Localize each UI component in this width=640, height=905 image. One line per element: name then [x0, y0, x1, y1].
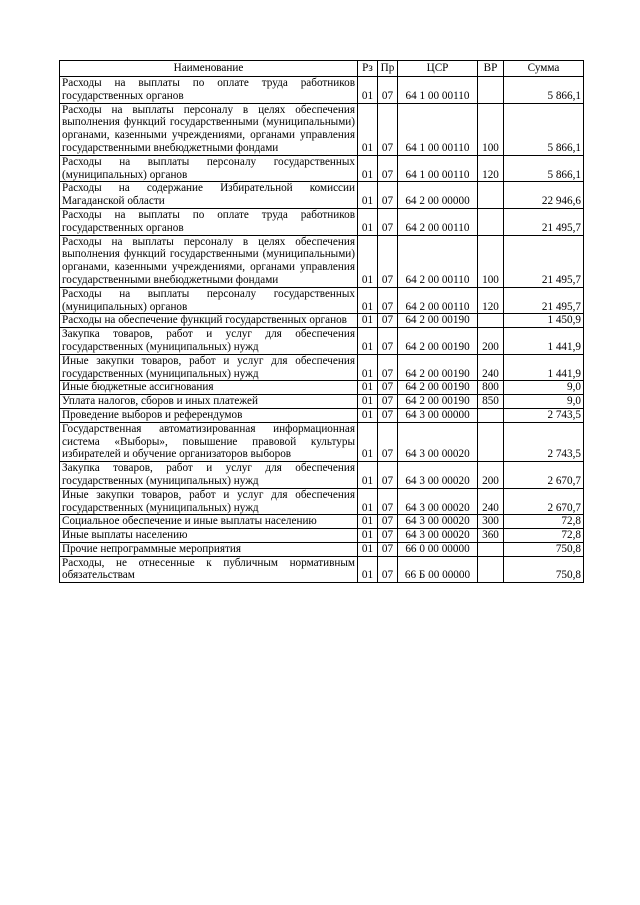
cell-rz: 01 — [358, 556, 378, 583]
cell-vr — [478, 182, 504, 209]
cell-rz: 01 — [358, 208, 378, 235]
header-csr: ЦСР — [398, 61, 478, 77]
cell-pr: 07 — [378, 542, 398, 556]
budget-table — [59, 60, 584, 583]
cell-name: Расходы на выплаты персоналу в целях обеспечения выполнения функций государственными (муниципальными) органами, казенными учреждениями, органами управления государственными внебюджетными фондами — [60, 103, 358, 155]
cell-name: Расходы на выплаты персоналу в целях обеспечения выполнения функций государственными (муниципальными) органами, казенными учреждениями, органами управления государственными внебюджетными фондами — [60, 235, 358, 287]
cell-csr: 64 2 00 00190 — [398, 354, 478, 381]
cell-name: Уплата налогов, сборов и иных платежей — [60, 395, 358, 409]
header-name: Наименование — [60, 61, 358, 77]
cell-name: Расходы на содержание Избирательной комиссии Магаданской области — [60, 182, 358, 209]
cell-name: Иные закупки товаров, работ и услуг для обеспечения государственных (муниципальных) нужд — [60, 354, 358, 381]
cell-vr — [478, 208, 504, 235]
table-row — [60, 354, 584, 381]
cell-csr: 64 2 00 00110 — [398, 287, 478, 314]
cell-pr: 07 — [378, 155, 398, 182]
cell-csr: 64 1 00 00110 — [398, 155, 478, 182]
cell-sum: 2 743,5 — [504, 422, 584, 461]
cell-sum: 1 441,9 — [504, 328, 584, 355]
header-pr: Пр — [378, 61, 398, 77]
cell-csr: 64 2 00 00110 — [398, 208, 478, 235]
cell-sum: 1 450,9 — [504, 314, 584, 328]
table-row — [60, 103, 584, 155]
cell-pr: 07 — [378, 556, 398, 583]
cell-rz: 01 — [358, 182, 378, 209]
cell-vr: 200 — [478, 328, 504, 355]
cell-pr: 07 — [378, 515, 398, 529]
cell-pr: 07 — [378, 103, 398, 155]
cell-name: Расходы на выплаты по оплате труда работников государственных органов — [60, 208, 358, 235]
table-row — [60, 328, 584, 355]
cell-sum: 5 866,1 — [504, 103, 584, 155]
cell-name: Иные бюджетные ассигнования — [60, 381, 358, 395]
cell-vr: 360 — [478, 529, 504, 543]
cell-sum: 2 670,7 — [504, 488, 584, 515]
cell-sum: 5 866,1 — [504, 155, 584, 182]
cell-sum: 1 441,9 — [504, 354, 584, 381]
cell-pr: 07 — [378, 488, 398, 515]
table-row — [60, 381, 584, 395]
cell-name: Государственная автоматизированная информационная система «Выборы», повышение правовой культуры избирателей и обучение организаторов выборов — [60, 422, 358, 461]
cell-rz: 01 — [358, 354, 378, 381]
cell-vr: 100 — [478, 103, 504, 155]
cell-vr: 100 — [478, 235, 504, 287]
table-row — [60, 235, 584, 287]
cell-sum: 2 743,5 — [504, 408, 584, 422]
cell-vr — [478, 77, 504, 104]
header-vr: ВР — [478, 61, 504, 77]
cell-pr: 07 — [378, 381, 398, 395]
cell-rz: 01 — [358, 529, 378, 543]
cell-rz: 01 — [358, 381, 378, 395]
cell-rz: 01 — [358, 488, 378, 515]
cell-name: Иные выплаты населению — [60, 529, 358, 543]
cell-csr: 64 3 00 00000 — [398, 408, 478, 422]
cell-pr: 07 — [378, 354, 398, 381]
cell-name: Расходы, не отнесенные к публичным нормативным обязательствам — [60, 556, 358, 583]
cell-vr: 120 — [478, 287, 504, 314]
cell-vr — [478, 314, 504, 328]
table-row — [60, 314, 584, 328]
cell-rz: 01 — [358, 462, 378, 489]
cell-name: Расходы на обеспечение функций государственных органов — [60, 314, 358, 328]
cell-rz: 01 — [358, 77, 378, 104]
table-row — [60, 287, 584, 314]
cell-pr: 07 — [378, 529, 398, 543]
cell-rz: 01 — [358, 328, 378, 355]
cell-pr: 07 — [378, 235, 398, 287]
cell-sum: 72,8 — [504, 515, 584, 529]
cell-name: Расходы на выплаты по оплате труда работников государственных органов — [60, 77, 358, 104]
cell-rz: 01 — [358, 542, 378, 556]
cell-csr: 64 2 00 00000 — [398, 182, 478, 209]
cell-pr: 07 — [378, 208, 398, 235]
cell-rz: 01 — [358, 422, 378, 461]
table-row — [60, 408, 584, 422]
table-row — [60, 556, 584, 583]
cell-csr: 64 1 00 00110 — [398, 77, 478, 104]
cell-vr — [478, 408, 504, 422]
cell-csr: 64 2 00 00190 — [398, 328, 478, 355]
table-row — [60, 529, 584, 543]
cell-rz: 01 — [358, 395, 378, 409]
cell-csr: 64 3 00 00020 — [398, 488, 478, 515]
cell-name: Прочие непрограммные мероприятия — [60, 542, 358, 556]
cell-csr: 64 3 00 00020 — [398, 462, 478, 489]
cell-vr: 240 — [478, 354, 504, 381]
cell-csr: 64 3 00 00020 — [398, 529, 478, 543]
cell-pr: 07 — [378, 77, 398, 104]
cell-vr: 850 — [478, 395, 504, 409]
cell-pr: 07 — [378, 408, 398, 422]
cell-csr: 64 1 00 00110 — [398, 103, 478, 155]
cell-sum: 21 495,7 — [504, 235, 584, 287]
cell-rz: 01 — [358, 103, 378, 155]
cell-csr: 64 3 00 00020 — [398, 515, 478, 529]
cell-pr: 07 — [378, 182, 398, 209]
cell-sum: 5 866,1 — [504, 77, 584, 104]
cell-sum: 750,8 — [504, 556, 584, 583]
cell-rz: 01 — [358, 515, 378, 529]
cell-name: Иные закупки товаров, работ и услуг для обеспечения государственных (муниципальных) нужд — [60, 488, 358, 515]
header-rz: Рз — [358, 61, 378, 77]
cell-csr: 66 0 00 00000 — [398, 542, 478, 556]
cell-rz: 01 — [358, 155, 378, 182]
cell-vr: 200 — [478, 462, 504, 489]
cell-rz: 01 — [358, 314, 378, 328]
cell-vr: 300 — [478, 515, 504, 529]
cell-sum: 2 670,7 — [504, 462, 584, 489]
table-row — [60, 462, 584, 489]
table-row — [60, 182, 584, 209]
table-row — [60, 422, 584, 461]
cell-vr: 800 — [478, 381, 504, 395]
cell-rz: 01 — [358, 408, 378, 422]
table-row — [60, 488, 584, 515]
header-sum: Сумма — [504, 61, 584, 77]
cell-name: Закупка товаров, работ и услуг для обеспечения государственных (муниципальных) нужд — [60, 328, 358, 355]
cell-pr: 07 — [378, 287, 398, 314]
table-row — [60, 155, 584, 182]
cell-pr: 07 — [378, 314, 398, 328]
cell-vr — [478, 542, 504, 556]
cell-csr: 64 2 00 00190 — [398, 381, 478, 395]
table-header-row — [60, 61, 584, 77]
cell-csr: 64 2 00 00190 — [398, 395, 478, 409]
table-row — [60, 542, 584, 556]
cell-name: Расходы на выплаты персоналу государственных (муниципальных) органов — [60, 287, 358, 314]
cell-sum: 9,0 — [504, 381, 584, 395]
cell-pr: 07 — [378, 462, 398, 489]
cell-sum: 21 495,7 — [504, 208, 584, 235]
cell-rz: 01 — [358, 287, 378, 314]
cell-csr: 64 2 00 00190 — [398, 314, 478, 328]
cell-sum: 22 946,6 — [504, 182, 584, 209]
cell-csr: 64 2 00 00110 — [398, 235, 478, 287]
cell-vr — [478, 556, 504, 583]
cell-sum: 21 495,7 — [504, 287, 584, 314]
cell-pr: 07 — [378, 422, 398, 461]
table-row — [60, 208, 584, 235]
cell-name: Проведение выборов и референдумов — [60, 408, 358, 422]
table-row — [60, 395, 584, 409]
cell-vr — [478, 422, 504, 461]
cell-sum: 750,8 — [504, 542, 584, 556]
cell-csr: 64 3 00 00020 — [398, 422, 478, 461]
cell-pr: 07 — [378, 395, 398, 409]
cell-sum: 72,8 — [504, 529, 584, 543]
cell-name: Расходы на выплаты персоналу государственных (муниципальных) органов — [60, 155, 358, 182]
table-body — [60, 77, 584, 583]
cell-vr: 240 — [478, 488, 504, 515]
cell-name: Закупка товаров, работ и услуг для обеспечения государственных (муниципальных) нужд — [60, 462, 358, 489]
cell-vr: 120 — [478, 155, 504, 182]
cell-name: Социальное обеспечение и иные выплаты населению — [60, 515, 358, 529]
cell-csr: 66 Б 00 00000 — [398, 556, 478, 583]
cell-pr: 07 — [378, 328, 398, 355]
table-row — [60, 77, 584, 104]
table-row — [60, 515, 584, 529]
cell-rz: 01 — [358, 235, 378, 287]
cell-sum: 9,0 — [504, 395, 584, 409]
